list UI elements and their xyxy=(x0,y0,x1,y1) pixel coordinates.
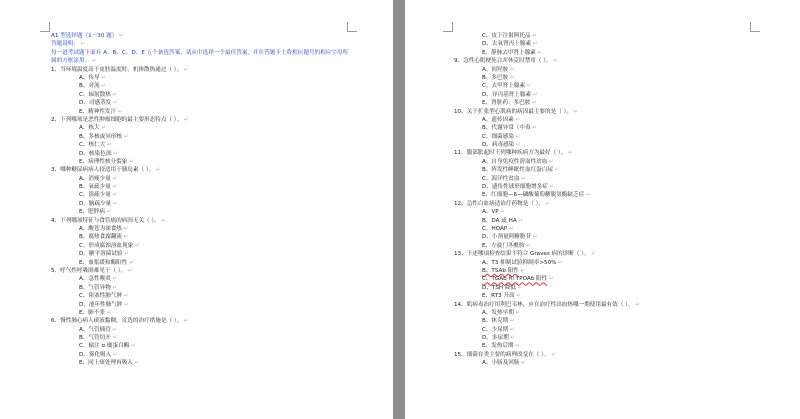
section-intro-line-text: 答题说明： xyxy=(51,41,79,48)
option-line xyxy=(454,141,754,149)
paragraph-mark-icon: ↵ xyxy=(78,41,86,48)
option-line-text: B、气管异物 xyxy=(79,284,111,291)
paragraph-mark-icon: ↵ xyxy=(584,192,591,199)
option-line xyxy=(51,309,349,317)
option-line xyxy=(51,200,349,208)
paragraph-mark-icon: ↵ xyxy=(530,125,538,132)
option-line xyxy=(51,259,349,267)
option-line-text: A、自身免疫性溶血性贫血 xyxy=(482,158,548,165)
paragraph-mark-icon: ↵ xyxy=(498,209,506,216)
option-line-text: C、少尿期 xyxy=(482,326,509,333)
option-line-text: E、红细胞—6—磷酸葡萄糖脱氢酶缺乏症 xyxy=(482,192,585,199)
option-line-text: B、阵发性睡眠性血红蛋白尿 xyxy=(482,167,553,174)
option-line-text: D、TSH 降低 xyxy=(482,284,517,291)
option-line-text: C、海洋性贫血 xyxy=(482,175,520,182)
option-line-text: B、腐热食腐翻流 xyxy=(79,234,122,241)
option-line-text: B、多核或异形核 xyxy=(79,133,122,140)
option-line-text: C、去甲肾上腺素 xyxy=(482,83,526,90)
question-line xyxy=(454,57,754,65)
option-line xyxy=(51,108,349,116)
section-intro-line xyxy=(51,32,349,40)
option-line-text: B、氧疏少量 xyxy=(79,184,111,191)
question-line-text: 1、当环境温度高于皮肤温度时，机体散热通过（ ）。 xyxy=(51,66,183,73)
question-line xyxy=(454,301,754,309)
option-line xyxy=(454,275,754,283)
paragraph-mark-icon: ↵ xyxy=(129,343,136,350)
paragraph-mark-icon: ↵ xyxy=(519,175,526,182)
option-line-text: D、脑疏少量 xyxy=(79,200,112,207)
question-line-text: 2、下列哪项是恶性肿瘤细胞的最主要形态特点（ ）。 xyxy=(51,116,183,123)
option-line-text: C、TGAb 和 TPOAb 阳性 xyxy=(482,276,548,283)
option-line-text: C、细菌感染 xyxy=(482,133,514,140)
document-page-left xyxy=(0,0,393,419)
option-line-text: C、皮下注射阿托品 xyxy=(482,33,531,39)
option-line xyxy=(454,82,754,90)
option-line xyxy=(454,49,754,57)
paragraph-mark-icon: ↵ xyxy=(514,293,522,300)
paragraph-mark-icon: ↵ xyxy=(524,242,532,249)
option-line xyxy=(51,82,349,90)
page-gap xyxy=(393,0,405,419)
option-line xyxy=(454,225,754,233)
option-line-text: C、HOAP xyxy=(482,225,508,232)
paragraph-mark-icon: ↵ xyxy=(514,142,521,149)
option-line xyxy=(454,175,754,183)
question-line xyxy=(454,250,754,258)
question-line-text: 9、急性心肌梗死合并休克时禁用（ ）。 xyxy=(454,58,552,65)
option-line-text: D、雾化吸入 xyxy=(79,351,112,358)
option-line-text: E、肾脏药：多巴胺 xyxy=(482,100,531,107)
paragraph-mark-icon: ↵ xyxy=(508,74,515,81)
page-body-text[interactable] xyxy=(454,32,754,368)
paragraph-mark-icon: ↵ xyxy=(122,251,129,258)
paragraph-mark-icon: ↵ xyxy=(127,158,134,165)
paragraph-mark-icon: ↵ xyxy=(518,267,526,274)
paragraph-mark-icon: ↵ xyxy=(513,116,521,123)
paragraph-mark-icon: ↵ xyxy=(513,133,521,140)
option-line xyxy=(454,208,754,216)
option-line xyxy=(51,334,349,342)
paragraph-mark-icon: ↵ xyxy=(508,318,515,325)
question-line xyxy=(454,200,754,208)
section-intro-line-text: 每一道考试题下面有 A、B、C、D、E 五个备选答案，请从中选择一个最佳答案，并在答题卡上将相应题号的相应字母所属的方框涂黑。 xyxy=(51,49,349,65)
paragraph-mark-icon: ↵ xyxy=(122,293,129,300)
option-line xyxy=(454,133,754,141)
question-line xyxy=(454,351,754,359)
paragraph-mark-icon: ↵ xyxy=(110,276,118,283)
paragraph-mark-icon: ↵ xyxy=(530,100,537,107)
paragraph-mark-icon: ↵ xyxy=(508,326,515,333)
page-body-text[interactable] xyxy=(51,32,349,368)
option-line xyxy=(51,225,349,233)
option-line xyxy=(51,326,349,334)
option-line xyxy=(51,284,349,292)
option-line xyxy=(454,309,754,317)
option-line xyxy=(51,141,349,149)
option-line-text: E、发热后期 xyxy=(482,343,514,350)
option-line xyxy=(51,242,349,250)
option-line xyxy=(454,284,754,292)
corner-crop-mark xyxy=(40,22,50,32)
paragraph-mark-icon: ↵ xyxy=(544,200,551,207)
paragraph-mark-icon: ↵ xyxy=(110,91,118,98)
option-line-text: C、输注 α 糜蛋白酶 xyxy=(79,343,130,350)
option-line xyxy=(454,32,754,40)
option-line xyxy=(454,292,754,300)
option-line xyxy=(454,242,754,250)
question-line-text: 11、腹部胀起时下列哪种疾病方为最好（ ）。 xyxy=(454,150,567,157)
question-line xyxy=(51,317,349,325)
option-line-text: A、发热早期 xyxy=(482,309,514,316)
paragraph-mark-icon: ↵ xyxy=(513,309,521,316)
question-line xyxy=(51,116,349,124)
option-line-text: D、小剂量阿糖胞苷 xyxy=(482,234,532,241)
option-line-text: C、形成腐蚀溶血现象 xyxy=(79,242,134,249)
paragraph-mark-icon: ↵ xyxy=(99,83,107,90)
option-line-text: D、多尿期 xyxy=(482,335,509,342)
question-line-text: 10、关于扩张型心肌病的病因最主要的是（ ）。 xyxy=(454,108,572,115)
paragraph-mark-icon: ↵ xyxy=(547,276,554,283)
option-line xyxy=(51,233,349,241)
option-line-text: D、遗传性球形细胞增多症 xyxy=(482,184,548,191)
option-line xyxy=(454,116,754,124)
paragraph-mark-icon: ↵ xyxy=(104,209,112,216)
paragraph-mark-icon: ↵ xyxy=(99,74,107,81)
option-line-text: A、T3 抑制试验抑制率>50% xyxy=(482,259,557,266)
paragraph-mark-icon: ↵ xyxy=(105,142,112,149)
paragraph-mark-icon: ↵ xyxy=(547,158,554,165)
option-line-text: A、核大 xyxy=(79,125,100,132)
document-page-right xyxy=(405,0,800,419)
question-line-text: 13、下述哪项检查结果不符合 Graves 病的诊断（ ）。 xyxy=(454,251,590,258)
paragraph-mark-icon: ↵ xyxy=(121,226,129,233)
paragraph-mark-icon: ↵ xyxy=(516,284,523,291)
option-line xyxy=(51,275,349,283)
option-line-text: A、气管插管 xyxy=(79,326,111,333)
option-line xyxy=(454,158,754,166)
option-line xyxy=(51,150,349,158)
option-line xyxy=(51,183,349,191)
option-line-text: B、多巴胺 xyxy=(482,74,509,81)
option-line xyxy=(454,267,754,275)
paragraph-mark-icon: ↵ xyxy=(110,335,118,342)
option-line xyxy=(51,292,349,300)
option-line xyxy=(51,301,349,309)
option-line-text: A、间羟胺 xyxy=(482,66,509,73)
option-line-text: B、代谢异常（中毒 xyxy=(482,125,531,132)
option-line xyxy=(454,334,754,342)
paragraph-mark-icon: ↵ xyxy=(90,58,97,65)
option-line xyxy=(454,166,754,174)
option-line-text: D、核染色深 xyxy=(79,150,112,157)
option-line xyxy=(454,124,754,132)
question-line xyxy=(51,217,349,225)
paragraph-mark-icon: ↵ xyxy=(126,267,133,274)
option-line xyxy=(51,342,349,350)
paragraph-mark-icon: ↵ xyxy=(531,91,538,98)
paragraph-mark-icon: ↵ xyxy=(535,49,543,56)
question-line xyxy=(51,166,349,174)
option-line xyxy=(51,133,349,141)
paragraph-mark-icon: ↵ xyxy=(182,66,189,73)
paragraph-mark-icon: ↵ xyxy=(132,360,140,367)
paragraph-mark-icon: ↵ xyxy=(508,66,515,73)
option-line xyxy=(454,66,754,74)
option-line-text: E、肥胖病 xyxy=(79,209,105,216)
paragraph-mark-icon: ↵ xyxy=(516,217,524,224)
option-line-text: D、池年性肺气肿 xyxy=(79,301,123,308)
option-line-text: C、辐射散热 xyxy=(79,91,111,98)
paragraph-mark-icon: ↵ xyxy=(159,217,167,224)
paragraph-mark-icon: ↵ xyxy=(122,301,129,308)
question-line xyxy=(454,108,754,116)
paragraph-mark-icon: ↵ xyxy=(513,343,520,350)
option-line xyxy=(454,359,754,367)
question-line-text: 15、细菌存类主要的病理改变在（ ）。 xyxy=(454,351,550,358)
paragraph-mark-icon: ↵ xyxy=(508,335,516,342)
option-line xyxy=(51,175,349,183)
option-line xyxy=(51,158,349,166)
option-line-text: A、小肠及回肠 xyxy=(482,360,520,367)
option-line-text: D、去氧肾丙上腺素 xyxy=(482,41,532,48)
option-line-text: A、酸苍为深食热 xyxy=(79,226,122,233)
option-line-text: C、阻塞性肺气肿 xyxy=(79,293,123,300)
question-line xyxy=(51,66,349,74)
option-line-text: E、同上痰处理再吸入 xyxy=(79,360,133,367)
paragraph-mark-icon: ↵ xyxy=(182,116,189,123)
option-line-text: D、糖平溶菌试验 xyxy=(79,251,123,258)
option-line xyxy=(51,74,349,82)
option-line-text: B、对流 xyxy=(79,83,100,90)
option-line xyxy=(51,250,349,258)
option-line-text: D、异丙基肾上腺素 xyxy=(482,91,532,98)
paragraph-mark-icon: ↵ xyxy=(110,192,118,199)
paragraph-mark-icon: ↵ xyxy=(122,234,129,241)
option-line xyxy=(454,91,754,99)
option-line-text: D、司感蒸发 xyxy=(79,100,112,107)
paragraph-mark-icon: ↵ xyxy=(519,360,526,367)
paragraph-mark-icon: ↵ xyxy=(566,150,573,157)
paragraph-mark-icon: ↵ xyxy=(551,58,559,65)
option-line-text: A、消瘦少量 xyxy=(79,175,111,182)
paragraph-mark-icon: ↵ xyxy=(154,167,161,174)
paragraph-mark-icon: ↵ xyxy=(111,150,118,157)
question-line-text: 4、下列哪项特征与食管癌的病因无关（ ）。 xyxy=(51,217,160,224)
option-line-text: E、RT3 升高 xyxy=(482,293,515,300)
option-line xyxy=(454,40,754,48)
option-line xyxy=(454,259,754,267)
paragraph-mark-icon: ↵ xyxy=(525,83,532,90)
option-line-text: A、急性喉炎 xyxy=(79,276,111,283)
option-line xyxy=(51,351,349,359)
section-intro-line xyxy=(51,49,349,66)
option-line xyxy=(454,191,754,199)
paragraph-mark-icon: ↵ xyxy=(556,259,563,266)
paragraph-mark-icon: ↵ xyxy=(104,309,112,316)
option-line-text: C、核仁大 xyxy=(79,142,106,149)
option-line-text: D、病毒感染 xyxy=(482,142,515,149)
option-line-text: A、遗传因素 xyxy=(482,116,514,123)
question-line xyxy=(454,149,754,157)
paragraph-mark-icon: ↵ xyxy=(531,41,538,48)
option-line xyxy=(454,99,754,107)
option-line-text: B、休克期 xyxy=(482,318,509,325)
paragraph-mark-icon: ↵ xyxy=(110,284,118,291)
paragraph-mark-icon: ↵ xyxy=(507,225,514,232)
option-line xyxy=(454,326,754,334)
question-line-text: 5、呼气性呼吸困难见于（ ）。 xyxy=(51,267,127,274)
option-line xyxy=(51,91,349,99)
option-line xyxy=(454,342,754,350)
option-line xyxy=(454,217,754,225)
option-line xyxy=(51,191,349,199)
option-line-text: B、TSAb 阳性 xyxy=(482,267,519,274)
question-line-text: 3、哪种糖尿病病人较适用于胰岛素（ ）。 xyxy=(51,167,155,174)
question-line-text: 12、急性白血病适治疗药物是（ ）。 xyxy=(454,200,545,207)
option-line xyxy=(454,317,754,325)
paragraph-mark-icon: ↵ xyxy=(110,326,118,333)
corner-crop-mark xyxy=(443,22,453,32)
option-line-text: A、传导 xyxy=(79,74,100,81)
question-line xyxy=(51,267,349,275)
option-line-text: C、盗疏少量 xyxy=(79,192,111,199)
paragraph-mark-icon: ↵ xyxy=(111,351,118,358)
option-line-text: E、左旋门冬酰胺 xyxy=(482,242,525,249)
paragraph-mark-icon: ↵ xyxy=(116,108,123,115)
option-line-text: E、精神性发汗 xyxy=(79,108,117,115)
paragraph-mark-icon: ↵ xyxy=(110,175,118,182)
option-line xyxy=(454,233,754,241)
paragraph-mark-icon: ↵ xyxy=(110,184,118,191)
paragraph-mark-icon: ↵ xyxy=(111,100,118,107)
paragraph-mark-icon: ↵ xyxy=(549,351,557,358)
option-line-text: E、肺不张 xyxy=(79,309,105,316)
option-line-text: E、血浆缓和酶阳性 xyxy=(79,259,128,266)
paragraph-mark-icon: ↵ xyxy=(530,33,538,39)
paragraph-mark-icon: ↵ xyxy=(571,108,579,115)
paragraph-mark-icon: ↵ xyxy=(589,251,597,258)
option-line xyxy=(51,124,349,132)
paragraph-mark-icon: ↵ xyxy=(111,200,118,207)
section-intro-line-text: A1 型选择题（1～30 题） xyxy=(51,33,118,39)
option-line xyxy=(51,359,349,367)
paragraph-mark-icon: ↵ xyxy=(127,259,134,266)
option-line-text: E、静脉去甲肾上腺素 xyxy=(482,49,536,56)
option-line xyxy=(51,208,349,216)
question-line-text: 14、肌病毒治疗用利巴韦林，应在治疗性出血热哪一期使用最有效（ ）。 xyxy=(454,301,634,308)
paragraph-mark-icon: ↵ xyxy=(531,234,538,241)
paragraph-mark-icon: ↵ xyxy=(552,167,560,174)
corner-crop-mark xyxy=(347,22,357,32)
paragraph-mark-icon: ↵ xyxy=(99,125,107,132)
paragraph-mark-icon: ↵ xyxy=(133,242,140,249)
corner-crop-mark xyxy=(750,22,760,32)
paragraph-mark-icon: ↵ xyxy=(117,33,124,39)
paragraph-mark-icon: ↵ xyxy=(633,301,640,308)
option-line-text: B、DA 或 HA xyxy=(482,217,517,224)
option-line xyxy=(51,99,349,107)
option-line xyxy=(454,74,754,82)
section-intro-line xyxy=(51,40,349,48)
option-line-text: B、气管切开 xyxy=(79,335,111,342)
option-line-text: E、病理性核分裂象 xyxy=(79,158,128,165)
paragraph-mark-icon: ↵ xyxy=(122,133,129,140)
option-line-text: A、VP xyxy=(482,209,499,216)
paragraph-mark-icon: ↵ xyxy=(547,184,555,191)
question-line-text: 6、慢性肺心病人痰液黏稠，首选的治疗措施是（ ）。 xyxy=(51,318,183,325)
paragraph-mark-icon: ↵ xyxy=(182,318,189,325)
option-line xyxy=(454,183,754,191)
